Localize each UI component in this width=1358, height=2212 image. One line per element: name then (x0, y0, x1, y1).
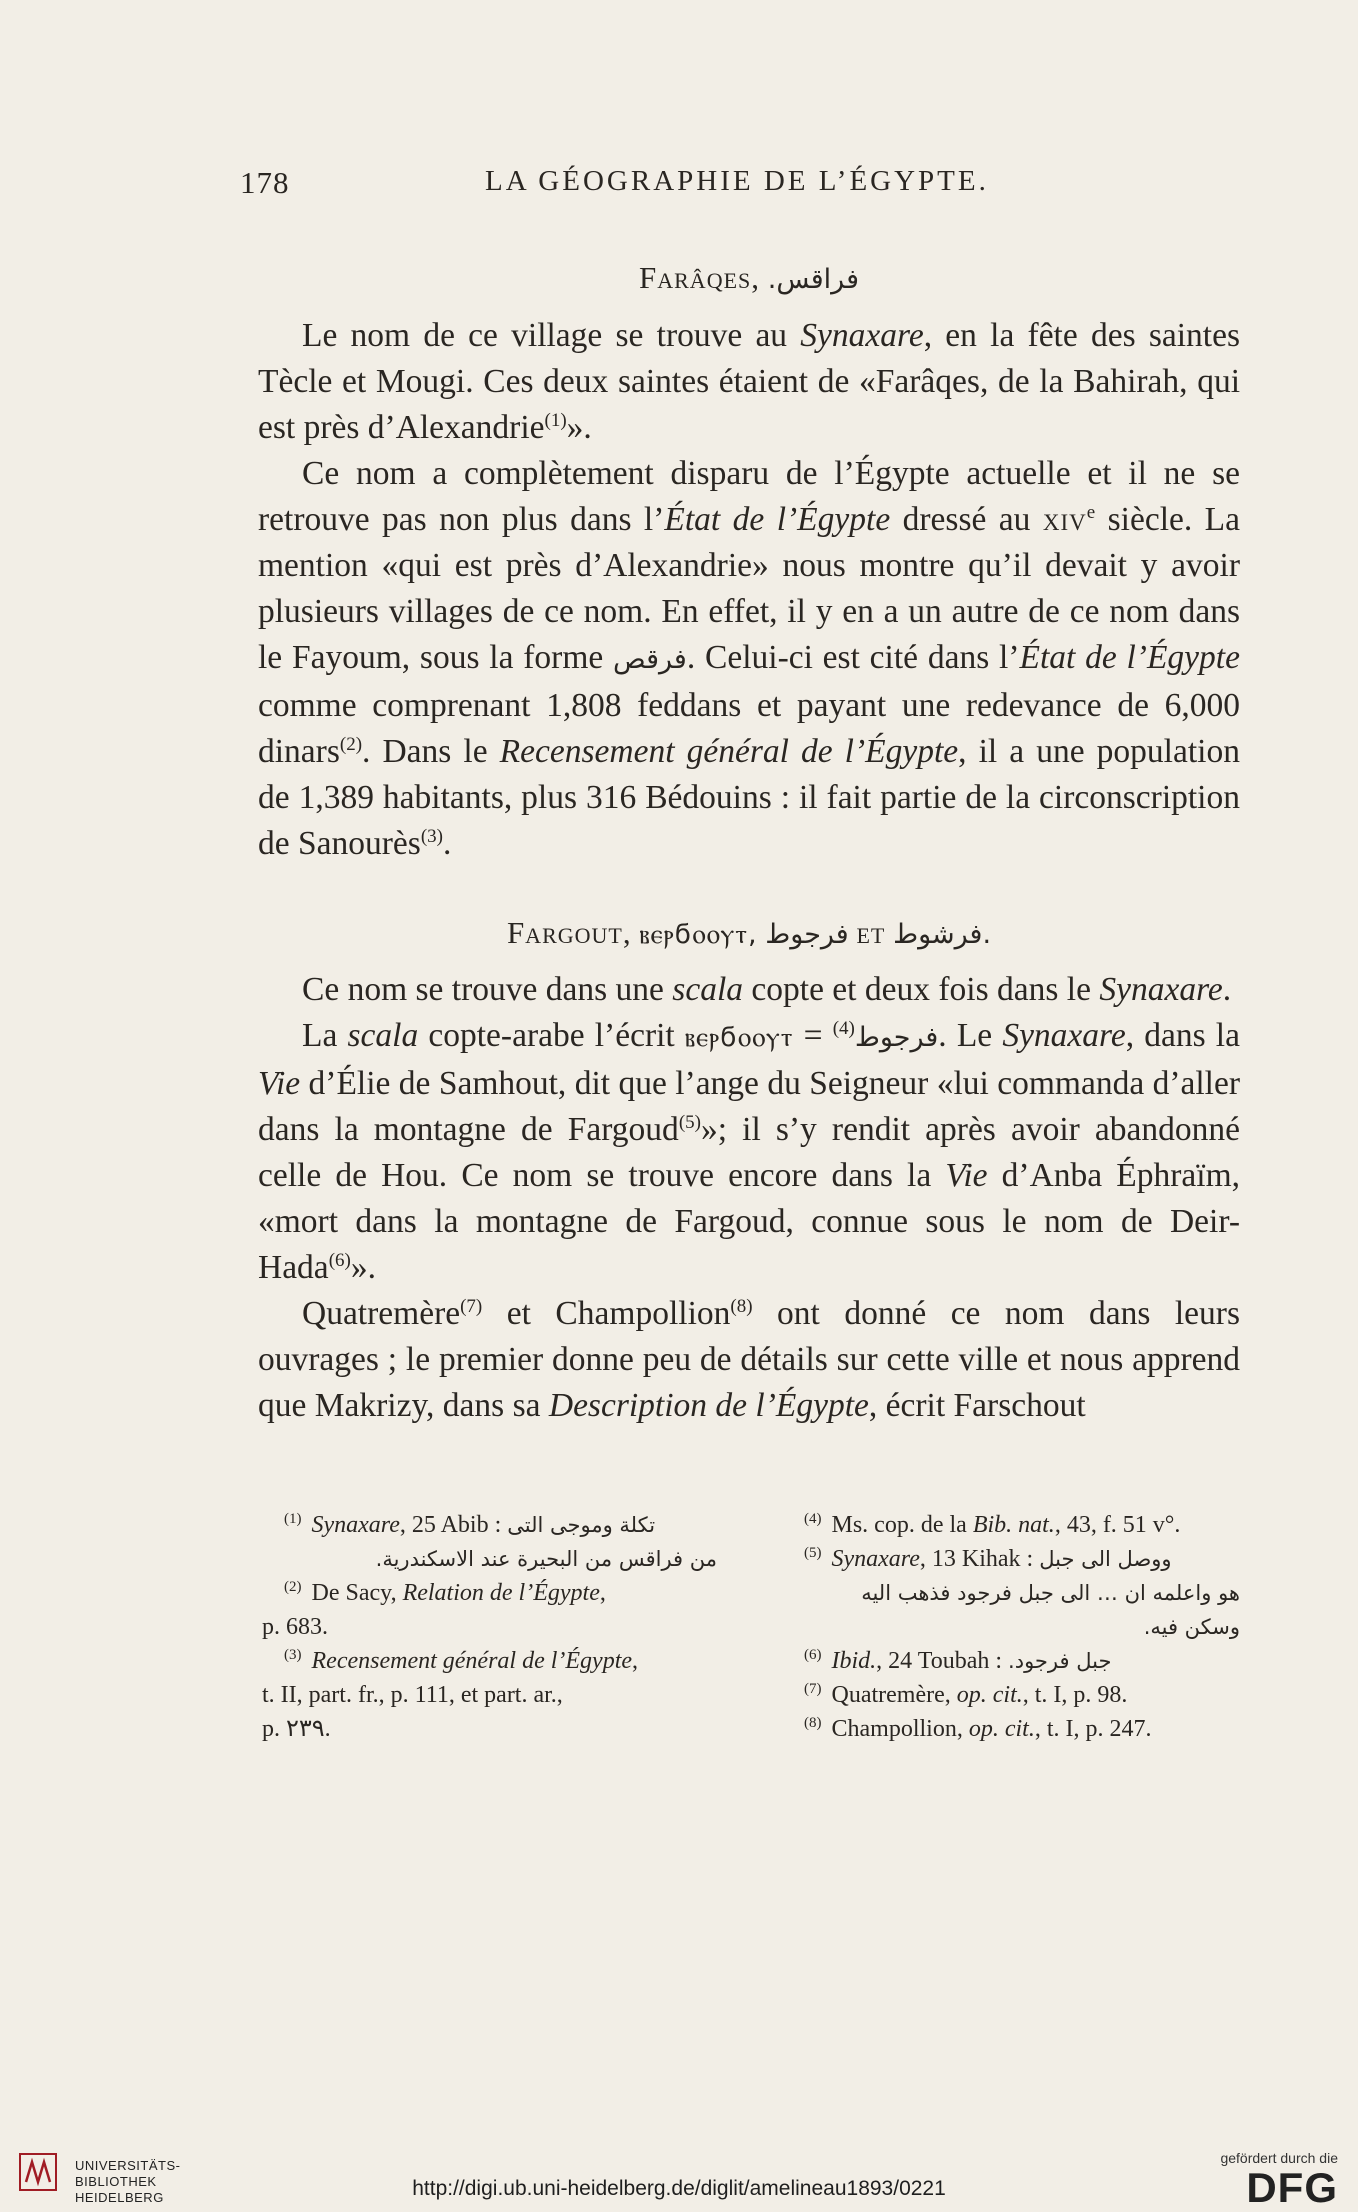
heading-arabic: فرجوط (765, 919, 849, 950)
funding-note: gefördert durch die (1220, 2150, 1338, 2166)
footnote-3-cont: p. ٢٣٩. (262, 1716, 331, 1742)
footnote-2: $^{(2)}$ De Sacy, Relation de l’Égypte, (284, 1579, 606, 1606)
source-url[interactable]: http://digi.ub.uni-heidelberg.de/diglit/amelineau1893/0221 (412, 2177, 946, 2200)
paragraph: Ce nom se trouve dans une scala copte et deux fois dans le Synaxare. (302, 971, 1232, 1008)
section-body-fargout (258, 967, 1240, 1429)
paragraph: Ce nom a complètement disparu de l’Égypte actuelle et il ne se retrouve pas non plus dans l’État de l’Égypte dressé au xiv$^e$ siècle. La mention «qui est près d’Alexandrie» nous montre qu’il devait y avoir plusieurs villages de ce nom. En effet, il y en a un autre de ce nom dans le Fayoum, sous la forme فرقص. Celui-ci est cité dans l’État de l’Égypte comme comprenant 1,808 feddans et payant une redevance de 6,000 dinars$^{(2)}$. Dans le Recensement général de l’Égypte, il a une population de 1,389 habitants, plus 316 Bédouins : il fait partie de la circonscription de Sanourès$^{(3)}$. (258, 455, 1241, 862)
footnote-7: $^{(7)}$ Quatremère, op. cit., t. I, p. 98. (804, 1681, 1128, 1708)
footnotes-right-column (782, 1508, 1240, 1746)
footnote-6: $^{(6)}$ Ibid., 24 Toubah : جبل فرجود. (804, 1647, 1112, 1674)
heading-latin: Fargout, (506, 915, 632, 950)
library-name: UNIVERSITÄTS- BIBLIOTHEK HEIDELBERG (75, 2158, 181, 2205)
running-header (240, 165, 1240, 205)
paragraph: La scala copte-arabe l’écrit ⲃⲉⲣϭⲟⲟⲩⲧ = فرجوط$^{(4)}$ . Le Synaxare, dans la Vie d’Élie de Samhout, dit que l’ange du Seigneur «lui commanda d’aller dans la montagne de Fargoud$^{(5)}$»; il s’y rendit après avoir abandonné celle de Hou. Ce nom se trouve encore dans la Vie d’Anba Éphraïm, «mort dans la montagne de Fargoud, connue sous le nom de Deir-Hada$^{(6)}$». (258, 1017, 1241, 1286)
footnote-ref[interactable]: (6) (328, 1249, 351, 1271)
footnote-5-arabic: وسكن فيه. (1143, 1615, 1240, 1639)
heading-arabic: فرشوط. (893, 919, 992, 950)
footnote-1-arabic: من فراقس من البحيرة عند الاسكندرية. (375, 1547, 717, 1571)
footnote-3-cont: t. II, part. fr., p. 111, et part. ar., (262, 1682, 563, 1708)
heading-coptic: ⲃⲉⲣϭⲟⲟⲩⲧ, (639, 919, 758, 950)
section-heading-fargout (258, 915, 1240, 951)
footnote-3: $^{(3)}$ Recensement général de l’Égypte, (284, 1647, 639, 1674)
paragraph: Quatremère$^{(7)}$ et Champollion$^{(8)}$ ont donné ce nom dans leurs ouvrages ; le premier donne peu de détails sur cette ville et nous apprend que Makrizy, dans sa Description de l’Égypte, écrit Farschout (258, 1295, 1240, 1424)
heading-arabic: فراقس. (767, 264, 859, 295)
footnote-ref[interactable]: (3) (420, 825, 443, 847)
footnote-ref[interactable]: (7) (460, 1295, 483, 1317)
arabic-term: فرقص (613, 644, 687, 675)
footnote-1: $^{(1)}$ Synaxare, 25 Abib : تكلة وموجى التى (284, 1511, 656, 1538)
running-title: LA GÉOGRAPHIE DE L’ÉGYPTE. (485, 165, 989, 197)
footnote-4: $^{(4)}$ Ms. cop. de la Bib. nat., 43, f. 51 v°. (804, 1511, 1181, 1538)
footnote-ref[interactable]: (1) (544, 409, 567, 431)
section-body-faraqes (258, 313, 1240, 867)
heading-latin: Farâqes, (639, 260, 761, 295)
footnote-ref[interactable]: (8) (730, 1295, 753, 1317)
footnote-ref[interactable]: (5) (678, 1111, 701, 1133)
section-heading-faraqes (258, 260, 1240, 296)
page-number: 178 (240, 165, 290, 200)
coptic-term: ⲃⲉⲣϭⲟⲟⲩⲧ (684, 1022, 794, 1053)
footnote-ref[interactable]: (2) (339, 733, 363, 755)
footnotes-left-column (262, 1508, 717, 1746)
footnote-2-cont: p. 683. (262, 1614, 328, 1640)
footnote-ref[interactable]: (4) (832, 1017, 855, 1039)
footer-bar (0, 2140, 1358, 2212)
footnote-5: $^{(5)}$ Synaxare, 13 Kihak : ووصل الى جبل (804, 1545, 1172, 1572)
arabic-term: فرجوط (854, 1022, 939, 1053)
footnote-5-arabic: هو واعلمه ان … الى جبل فرجود فذهب اليه (861, 1581, 1240, 1605)
footnote-8: $^{(8)}$ Champollion, op. cit., t. I, p. 247. (804, 1715, 1152, 1742)
paragraph: Le nom de ce village se trouve au Synaxare, en la fête des saintes Tècle et Mougi. Ces deux saintes étaient de «Farâqes, de la Bahirah, qui est près d’Alexandrie$^{(1)}$». (258, 317, 1241, 446)
heading-et: et (856, 915, 886, 950)
dfg-logo: DFG (1246, 2164, 1338, 2211)
